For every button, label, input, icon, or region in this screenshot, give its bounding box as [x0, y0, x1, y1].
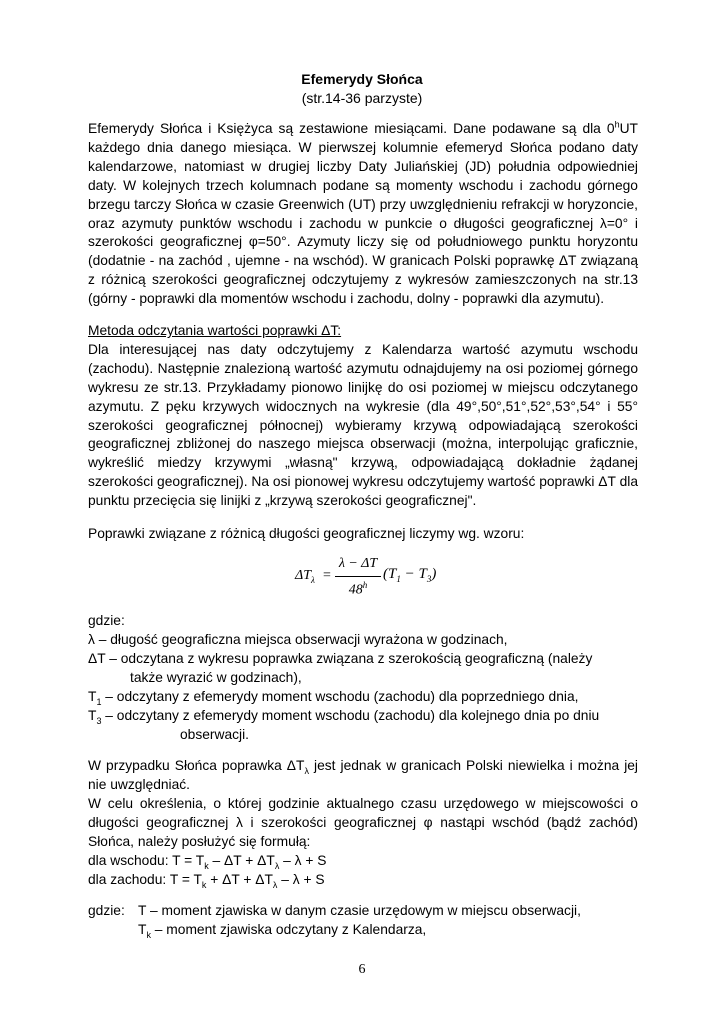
- def-t3-cont: obserwacji.: [180, 727, 250, 742]
- formula-sunrise: dla wschodu: $T = T_k - \Delta T + \Delta T_\lambda - \lambda + S$: [88, 853, 327, 871]
- sun-correction-paragraph: W przypadku Słońca poprawka $\Delta T_\lambda$ jest jednak w granicach Polski niewielka i można jej nie uwzględniać.: [88, 758, 638, 792]
- intro-text-start: Efemerydy Słońca i Księżyca są zestawione miesiącami. Dane podawane są dla 0: [88, 121, 615, 136]
- def-tk: $T_k$ – moment zjawiska odczytany z Kalendarza,: [138, 922, 427, 940]
- page-subtitle: (str.14-36 parzyste): [301, 90, 423, 106]
- formula-intro-paragraph: W celu określenia, o której godzinie aktualnego czasu urzędowego w miejscowości o długości geograficznej λ i szerokości geograficznej φ nastąpi wschód (bądź zachód) Słońca, należy posłużyć się formułą:: [88, 796, 638, 849]
- page-number: 6: [358, 962, 366, 977]
- formula-denominator: 48$^h$: [348, 580, 368, 598]
- hour-superscript: h: [614, 119, 620, 130]
- def-t: T – moment zjawiska w danym czasie urzędowym w miejscu obserwacji,: [138, 903, 581, 918]
- gdzie-label-2: gdzie:: [88, 903, 125, 918]
- method-section: [88, 322, 638, 511]
- def-t3: $T_3$ – odczytany z efemerydy moment wschodu (zachodu) dla kolejnego dnia po dniu: [88, 708, 600, 726]
- formula-sunset: dla zachodu: $T = T_k + \Delta T + \Delta T_\lambda - \lambda + S$: [88, 872, 325, 890]
- def-t1: $T_1$ – odczytany z efemerydy moment wschodu (zachodu) dla poprzedniego dnia,: [88, 689, 579, 707]
- method-paragraph: Dla interesującej nas daty odczytujemy z Kalendarza wartość azymutu wschodu (zachodu). Następnie znalezioną wartość azymutu odnajdujemy na osi poziomej górnego wykresu ze str.13. Przykładamy pionowo linijkę do osi poziomej w miejscu odczytanego azymutu. Z pęku krzywych widocznych na wykresie (dla 49°,50°,51°,52°,53°,54° i 55° szerokości geograficznej północnej) wybieramy krzywą odpowiadającą szerokości geograficznej zbliżonej do naszego miejsca obserwacji (można, interpolując graficznie, wykreślić miedzy krzywymi „własną" krzywą, odpowiadającą dokładnie żądanej szerokości geograficznej). Na osi pionowej wykresu odczytujemy wartość poprawki ΔT dla punktu przecięcia się linijki z „krzywą szerokości geograficznej".: [88, 341, 638, 509]
- def-delta-t: ΔT – odczytana z wykresu poprawka związana z szerokością geograficzną (należy: [88, 651, 593, 666]
- def-lambda: λ – długość geograficzna miejsca obserwacji wyrażona w godzinach,: [88, 632, 508, 647]
- longitude-correction-intro: Poprawki związane z różnicą długości geograficznej liczymy wg. wzoru:: [88, 526, 525, 541]
- gdzie-label: gdzie:: [88, 613, 125, 628]
- def-delta-t-cont: także wyrazić w godzinach),: [130, 670, 302, 685]
- intro-text-rest: UT każdego dnia danego miesiąca. W pierwszej kolumnie efemeryd Słońca podano daty kalendarzowe, natomiast w drugiej liczby Daty Juliańskiej (JD) południa odpowiedniej daty. W kolejnych trzech kolumnach podane są momenty wschodu i zachodu górnego brzegu tarczy Słońca w czasie Greenwich (UT) przy uwzględnieniu refrakcji w horyzoncie, oraz azymuty punktów wschodu i zachodu w punkcie o długości geograficznej λ=0° i szerokości geograficznej φ=50°. Azymuty liczy się od południowego punktu horyzontu (dodatnie - na zachód , ujemne - na wschód). W granicach Polski poprawkę ΔT związaną z różnicą szerokości geograficznej odczytujemy z wykresów zamieszczonych na str.13 (górny - poprawki dla momentów wschodu i zachodu, dolny - poprawki dla azymutu).: [88, 121, 638, 307]
- longitude-correction-formula: [295, 556, 455, 600]
- formula-equals: =: [323, 568, 331, 583]
- formula-lhs: $\Delta T_\lambda$: [295, 568, 315, 585]
- formula-numerator: λ − ΔT: [338, 556, 378, 571]
- intro-paragraph: [88, 120, 638, 309]
- formula-fraction-bar: [335, 576, 381, 577]
- formula-parenthesis-term: $(T_1 - T_3)$: [383, 566, 437, 584]
- method-heading: Metoda odczytania wartości poprawki ΔT:: [88, 323, 342, 338]
- page-title: Efemerydy Słońca: [301, 71, 423, 87]
